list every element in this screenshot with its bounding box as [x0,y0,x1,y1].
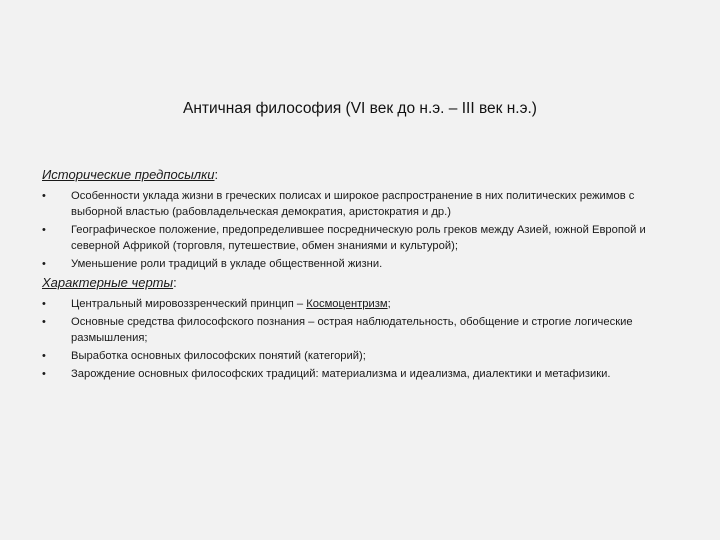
section-heading-text: Исторические предпосылки [42,167,215,182]
section-heading-text: Характерные черты [42,275,174,290]
prerequisites-list [42,188,682,272]
section-heading-prerequisites [42,166,682,184]
section-heading-features [42,274,682,292]
cosmocentrism-term: Космоцентризм [306,298,388,310]
list-item: • Особенности уклада жизни в греческих полисах и широкое распространение в них политических режимов с выборной властью (рабовладельческая демократия, аристократия и др.) [42,188,682,220]
section-heading-colon: : [214,167,219,182]
features-list [42,296,682,382]
slide-content [42,166,682,384]
list-item: • Зарождение основных философских традиций: материализма и идеализма, диалектики и метафизики. [42,366,682,382]
list-item-text: Центральный мировоззренческий принцип – [71,298,307,310]
list-item: • Основные средства философского познания – острая наблюдательность, обобщение и строгие логические размышления; [42,314,682,346]
list-item: • Выработка основных философских понятий (категорий); [42,348,682,364]
list-item: • Географическое положение, предопределившее посредническую роль греков между Азией, южной Европой и северной Африкой (торговля, путешествие, обмен знаниями и культурой); [42,222,682,254]
list-item-suffix: ; [387,298,391,310]
section-heading-colon: : [173,275,177,290]
list-item [42,296,682,312]
slide-title: Античная философия (VI век до н.э. – III век н.э.) [183,100,537,117]
list-item: • Уменьшение роли традиций в укладе общественной жизни. [42,256,682,272]
